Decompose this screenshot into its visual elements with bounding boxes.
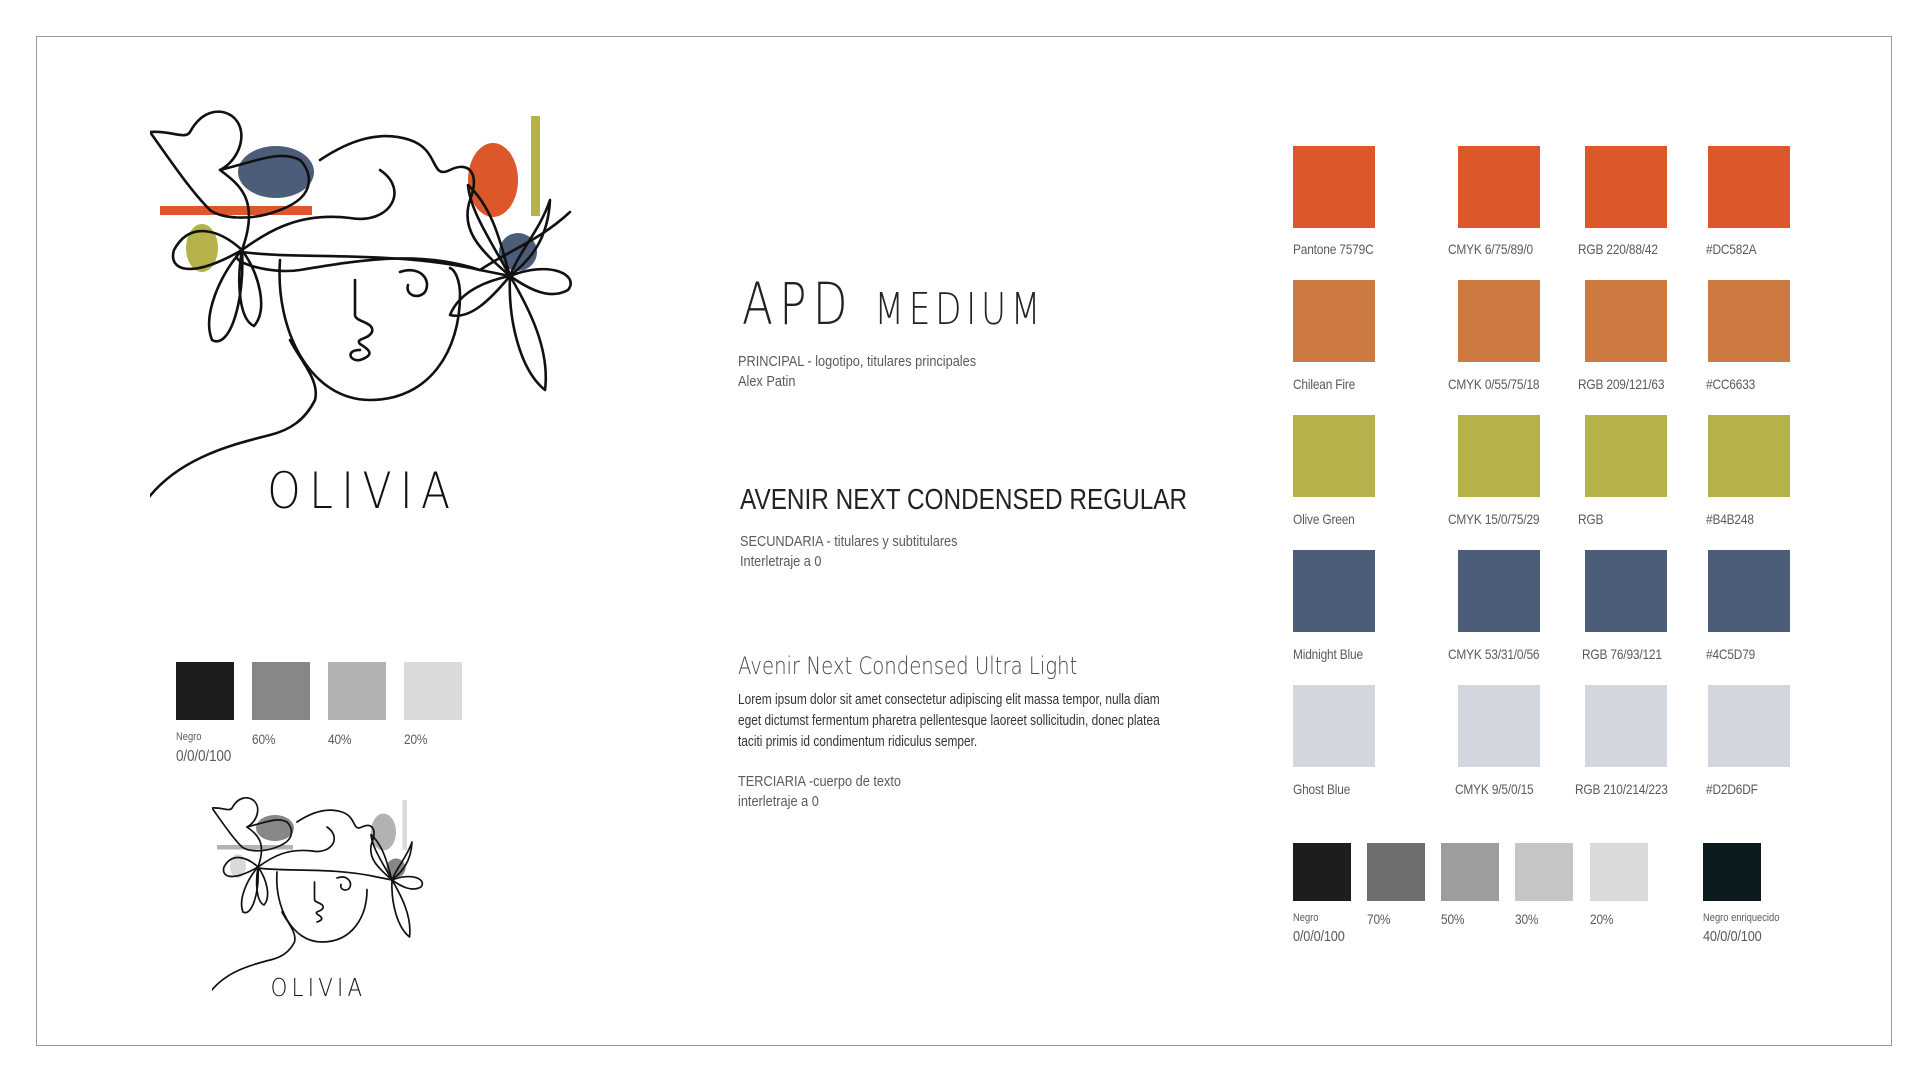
palette-cmyk: CMYK 53/31/0/56 [1448,646,1540,662]
gray-swatch-50 [1441,843,1499,901]
palette-name: Chilean Fire [1293,376,1356,392]
palette-swatch-rgb [1585,685,1667,767]
palette-swatch-hex [1708,550,1790,632]
palette-swatch-cmyk [1458,280,1540,362]
primary-font-title-main: APD [742,270,854,338]
gray-swatch-black-sub: 0/0/0/100 [1293,928,1345,945]
tertiary-font-title: Avenir Next Condensed Ultra Light [738,652,1078,680]
palette-swatch-hex [1708,280,1790,362]
palette-cmyk: CMYK 6/75/89/0 [1448,241,1533,257]
palette-hex: #4C5D79 [1706,646,1756,662]
palette-swatch-pantone [1293,280,1375,362]
palette-hex: #CC6633 [1706,376,1756,392]
palette-swatch-hex [1708,415,1790,497]
palette-swatch-pantone [1293,550,1375,632]
palette-name: Pantone 7579C [1293,241,1374,257]
palette-rgb: RGB 76/93/121 [1582,646,1662,662]
logo-orange-oval [468,143,518,217]
primary-font-title [742,270,1045,338]
palette-swatch-cmyk [1458,550,1540,632]
gray-swatch-rich-black-sub: 40/0/0/100 [1703,928,1762,945]
logo-swatch-60-label: 60% [252,731,276,747]
gray-swatch-rich-black-label: Negro enriquecido [1703,912,1780,924]
palette-swatch-cmyk [1458,415,1540,497]
palette-swatch-pantone [1293,146,1375,228]
logo-swatch-40-label: 40% [328,731,352,747]
primary-font-line1: PRINCIPAL - logotipo, titulares principales [738,353,977,370]
tertiary-font-sample: Lorem ipsum dolor sit amet consectetur adipiscing elit massa tempor, nulla diam eget dictumst fermentum pharetra pellentesque laoreet sollicitudin, donec platea taciti primis id condimentum ridiculus semper. [738,692,1160,750]
secondary-font-line2: Interletraje a 0 [740,553,822,570]
logo-swatch-black-sub: 0/0/0/100 [176,748,232,765]
gray-swatch-70 [1367,843,1425,901]
secondary-font-line1: SECUNDARIA - titulares y subtitulares [740,533,958,550]
logo-blue-oval [238,146,314,198]
palette-swatch-pantone [1293,685,1375,767]
palette-swatch-cmyk [1458,685,1540,767]
palette-hex: #D2D6DF [1706,781,1758,797]
mono-logo-oval [256,815,294,841]
palette-rgb: RGB 210/214/223 [1575,781,1668,797]
tertiary-font-line2: interletraje a 0 [738,793,819,810]
olivia-logo-mono [212,792,432,1002]
palette-cmyk: CMYK 9/5/0/15 [1455,781,1534,797]
gray-swatch-20-label: 20% [1590,911,1614,927]
palette-hex: #B4B248 [1706,511,1754,527]
gray-swatch-20 [1590,843,1648,901]
palette-cmyk: CMYK 15/0/75/29 [1448,511,1540,527]
palette-rgb: RGB 220/88/42 [1578,241,1658,257]
palette-cmyk: CMYK 0/55/75/18 [1448,376,1540,392]
secondary-font-desc [740,532,958,572]
palette-swatch-hex [1708,146,1790,228]
palette-swatch-rgb [1585,280,1667,362]
gray-swatch-black-label: Negro [1293,912,1319,924]
logo-swatch-20-label: 20% [404,731,428,747]
gray-swatch-black [1293,843,1351,901]
logo-swatch-20 [404,662,462,720]
palette-swatch-hex [1708,685,1790,767]
gray-swatch-30 [1515,843,1573,901]
logo-swatch-black [176,662,234,720]
palette-name: Midnight Blue [1293,646,1363,662]
logo-swatch-40 [328,662,386,720]
palette-name: Ghost Blue [1293,781,1351,797]
primary-font-line2: Alex Patin [738,373,796,390]
logo-swatch-60 [252,662,310,720]
gray-swatch-50-label: 50% [1441,911,1465,927]
logo-swatch-black-label: Negro [176,731,202,743]
primary-font-desc [738,352,976,392]
mono-logo-bar-vertical [403,800,408,850]
palette-name: Olive Green [1293,511,1355,527]
logo-wordmark: OLIVIA [267,461,459,520]
tertiary-font-desc [738,772,901,812]
olivia-logo [150,100,590,560]
palette-rgb: RGB [1578,511,1604,527]
gray-swatch-70-label: 70% [1367,911,1391,927]
palette-swatch-rgb [1585,550,1667,632]
palette-rgb: RGB 209/121/63 [1578,376,1665,392]
palette-swatch-rgb [1585,415,1667,497]
palette-swatch-pantone [1293,415,1375,497]
palette-hex: #DC582A [1706,241,1757,257]
primary-font-title-small: MEDIUM [874,284,1046,335]
tertiary-font-line1: TERCIARIA -cuerpo de texto [738,773,901,790]
mono-logo-wordmark: OLIVIA [270,973,367,1002]
secondary-font-title: AVENIR NEXT CONDENSED REGULAR [740,484,1188,516]
gray-swatch-30-label: 30% [1515,911,1539,927]
gray-swatch-rich-black [1703,843,1761,901]
logo-olive-bar [531,116,540,216]
palette-swatch-cmyk [1458,146,1540,228]
palette-swatch-rgb [1585,146,1667,228]
